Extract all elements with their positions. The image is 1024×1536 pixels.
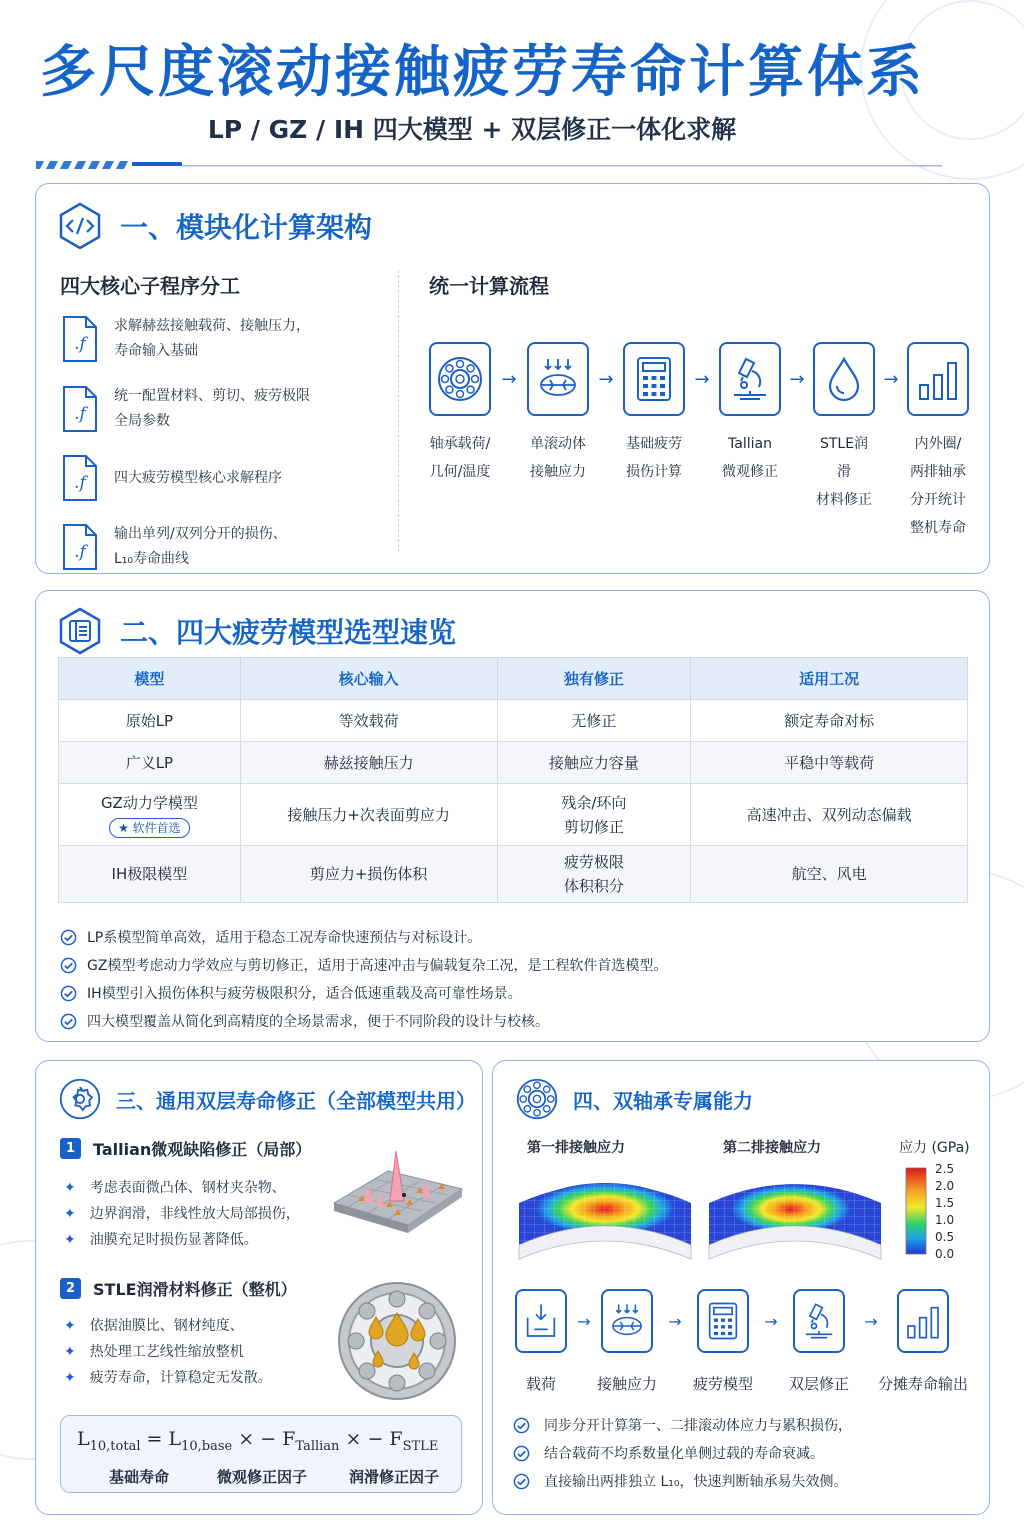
calculation-flow <box>429 342 969 542</box>
formula-subscript: STLE <box>402 1438 439 1454</box>
flow-step <box>719 342 781 486</box>
tallian-heading <box>60 1137 311 1160</box>
load-icon <box>521 1301 561 1341</box>
check-circle-icon <box>60 929 77 946</box>
input-cell: 接触压力+次表面剪应力 <box>240 784 497 846</box>
formula-subscript: 10,total <box>89 1438 141 1454</box>
module-text: 输出单列/双列分开的损伤、 <box>114 526 287 542</box>
bullet-item <box>64 1201 300 1227</box>
code-hexagon-icon <box>56 202 104 250</box>
colorbar-tick: 0.0 <box>935 1247 955 1261</box>
page-subtitle: LP / GZ / IH 四大模型 + 双层修正一体化求解 <box>207 115 737 144</box>
function-file-icon <box>60 454 100 502</box>
microscope-icon <box>799 1301 839 1341</box>
arrow-right-icon: → <box>694 368 710 390</box>
flow-step <box>597 1289 658 1394</box>
arrow-right-icon: → <box>764 1311 778 1331</box>
note-item <box>60 979 667 1007</box>
model-name: GZ动力学模型 <box>100 793 198 812</box>
bullet-item <box>64 1365 272 1391</box>
note-text: 结合载荷不均系数量化单侧过载的寿命衰减。 <box>544 1446 824 1462</box>
formula-operator: = <box>146 1428 163 1450</box>
note-text: LP系模型简单高效，适用于稳态工况寿命快速预估与对标设计。 <box>87 930 482 946</box>
list-hexagon-icon <box>56 607 104 655</box>
tallian-bullets <box>64 1175 300 1253</box>
arrow-right-icon: → <box>668 1311 682 1331</box>
oil-drop-icon <box>820 355 868 403</box>
sparkle-icon: ✦ <box>64 1318 76 1334</box>
flow-label: 内外圈/ <box>914 436 962 452</box>
bar-chart-icon <box>903 1301 943 1341</box>
column-header: 独有修正 <box>497 658 691 700</box>
note-item <box>60 923 667 951</box>
formula-label: 基础寿命 <box>109 1468 170 1486</box>
column-header: 模型 <box>59 658 241 700</box>
flow-step <box>527 342 589 486</box>
note-item <box>60 1007 667 1035</box>
flow-step <box>693 1289 754 1394</box>
module-item <box>60 454 390 502</box>
formula-term: L <box>77 1428 90 1450</box>
column-divider <box>398 270 399 552</box>
correction-cell <box>497 846 691 903</box>
formula-term: F <box>282 1428 296 1450</box>
input-cell: 赫兹接触压力 <box>240 742 497 784</box>
stress-colorbar <box>905 1167 927 1255</box>
bullet-item <box>64 1175 300 1201</box>
check-circle-icon <box>513 1445 530 1462</box>
bullet-item <box>64 1227 300 1253</box>
flow-label: 单滚动体 <box>530 436 586 452</box>
section-title: 三、通用双层寿命修正（全部模型共用） <box>116 1088 476 1113</box>
correction-line: 疲劳极限 <box>563 853 624 871</box>
stle-heading <box>60 1277 297 1300</box>
bearing-icon <box>513 1075 561 1123</box>
bullet-item <box>64 1313 272 1339</box>
bearing-icon <box>436 355 484 403</box>
roller-load-icon <box>607 1301 647 1341</box>
flow-step <box>429 342 491 486</box>
flow-label: 基础疲劳 <box>626 436 682 452</box>
model-table <box>58 657 968 903</box>
module-text: 全局参数 <box>114 413 170 429</box>
formula-subscript: Tallian <box>295 1438 340 1454</box>
note-item <box>513 1467 852 1495</box>
sparkle-icon: ✦ <box>64 1206 76 1222</box>
note-text: 直接输出两排独立 L₁₀，快速判断轴承易失效侧。 <box>544 1474 848 1490</box>
heatmap-title: 第二排接触应力 <box>723 1140 821 1156</box>
flow-label: 接触应力 <box>530 464 586 480</box>
bullet-text: 考虑表面微凸体、钢材夹杂物、 <box>89 1180 286 1196</box>
module-text: 寿命输入基础 <box>114 343 198 359</box>
correction-cell: 接触应力容量 <box>497 742 691 784</box>
note-text: IH模型引入损伤体积与疲劳极限积分，适合低速重载及高可靠性场景。 <box>87 986 522 1002</box>
bullet-text: 依据油膜比、钢材纯度、 <box>89 1318 244 1334</box>
correction-line: 体积积分 <box>563 877 624 895</box>
gear-icon <box>56 1075 104 1123</box>
note-text: 四大模型覆盖从简化到高精度的全场景需求，便于不同阶段的设计与校核。 <box>87 1014 549 1030</box>
correction-cell: 无修正 <box>497 700 691 742</box>
arrow-right-icon: → <box>577 1311 591 1331</box>
stle-bullets <box>64 1313 272 1391</box>
colorbar-tick: 2.0 <box>935 1179 955 1193</box>
second-row-stress-heatmap <box>705 1169 885 1269</box>
flow-label: 两排轴承 <box>910 464 966 480</box>
calculator-icon <box>630 355 678 403</box>
correction-line: 残余/环向 <box>561 793 627 812</box>
roller-load-icon <box>534 355 582 403</box>
bullet-text: 油膜充足时损伤显著降低。 <box>89 1232 258 1248</box>
step-number: 2 <box>60 1278 81 1299</box>
bullet-item <box>64 1339 272 1365</box>
arrow-right-icon: → <box>883 368 899 390</box>
formula-operator: × − <box>345 1428 384 1450</box>
flow-label: 分开统计 <box>910 492 966 508</box>
module-item <box>60 384 390 434</box>
section-modular-architecture <box>35 183 990 574</box>
flow-label: 分摊寿命输出 <box>878 1375 969 1393</box>
condition-cell: 航空、风电 <box>691 846 968 903</box>
sparkle-icon: ✦ <box>64 1180 76 1196</box>
preferred-badge: ★ 软件首选 <box>109 818 190 838</box>
flow-step <box>789 1289 850 1394</box>
model-cell <box>59 784 241 846</box>
module-item <box>60 522 390 572</box>
formula-label: 润滑修正因子 <box>349 1468 440 1486</box>
double-bearing-flow <box>515 1289 969 1394</box>
page-title: 多尺度滚动接触疲劳寿命计算体系 <box>40 40 925 105</box>
formula-label: 微观修正因子 <box>217 1468 308 1486</box>
bar-chart-icon <box>914 355 962 403</box>
model-cell: 原始LP <box>59 700 241 742</box>
module-text: L₁₀寿命曲线 <box>114 551 190 567</box>
surface-asperity-illustration <box>328 1145 468 1245</box>
input-cell: 等效载荷 <box>240 700 497 742</box>
arrow-right-icon: → <box>864 1311 878 1331</box>
bullet-text: 疲劳寿命，计算稳定无发散。 <box>89 1370 272 1386</box>
flow-label: Tallian <box>728 436 772 452</box>
flow-label: 双层修正 <box>789 1375 850 1393</box>
heatmap-title: 第一排接触应力 <box>527 1140 625 1156</box>
colorbar-tick: 2.5 <box>935 1162 955 1176</box>
section-model-selection <box>35 590 990 1042</box>
model-notes <box>60 923 667 1035</box>
subprogram-heading: 四大核心子程序分工 <box>60 274 240 298</box>
colorbar-tick: 1.0 <box>935 1213 955 1227</box>
table-row <box>59 846 968 903</box>
colorbar-tick: 0.5 <box>935 1230 955 1244</box>
correction-title: Tallian微观缺陷修正（局部） <box>93 1140 312 1159</box>
section-title: 四、双轴承专属能力 <box>573 1088 753 1113</box>
check-circle-icon <box>513 1417 530 1434</box>
bullet-text: 边界润滑，非线性放大局部损伤， <box>89 1206 300 1222</box>
arrow-right-icon: → <box>789 368 805 390</box>
model-cell: IH极限模型 <box>59 846 241 903</box>
life-formula <box>60 1415 462 1493</box>
model-cell: 广义LP <box>59 742 241 784</box>
input-cell: 剪应力+损伤体积 <box>240 846 497 903</box>
section-title: 一、模块化计算架构 <box>120 211 373 244</box>
module-item <box>60 314 390 364</box>
flow-label: 微观修正 <box>722 464 778 480</box>
flow-step <box>515 1289 567 1394</box>
module-text: 求解赫兹接触载荷、接触压力， <box>114 318 310 334</box>
formula-term: L <box>168 1428 182 1450</box>
note-item <box>513 1439 852 1467</box>
flow-step <box>878 1289 969 1394</box>
condition-cell: 高速冲击、双列动态偏载 <box>691 784 968 846</box>
note-item <box>60 951 667 979</box>
function-file-icon <box>60 315 100 363</box>
table-row <box>59 784 968 846</box>
check-circle-icon <box>60 985 77 1002</box>
colorbar-title: 应力 (GPa) <box>899 1140 970 1156</box>
formula-subscript: 10,base <box>181 1438 233 1454</box>
correction-cell <box>497 784 691 846</box>
sparkle-icon: ✦ <box>64 1370 76 1386</box>
condition-cell: 平稳中等载荷 <box>691 742 968 784</box>
first-row-stress-heatmap <box>515 1169 695 1269</box>
formula-term: F <box>389 1428 403 1450</box>
arrow-right-icon: → <box>501 368 517 390</box>
flow-label: 接触应力 <box>597 1375 658 1393</box>
lubricated-bearing-illustration <box>332 1279 462 1403</box>
table-header-row <box>59 658 968 700</box>
flow-heading: 统一计算流程 <box>429 274 549 298</box>
flow-step <box>813 342 875 514</box>
module-text: 四大疲劳模型核心求解程序 <box>114 469 282 486</box>
column-header: 核心输入 <box>240 658 497 700</box>
section-double-bearing <box>492 1060 990 1515</box>
step-number: 1 <box>60 1138 81 1159</box>
module-text: 统一配置材料、剪切、疲劳极限 <box>114 388 310 404</box>
section-double-correction <box>35 1060 483 1515</box>
note-text: GZ模型考虑动力学效应与剪切修正，适用于高速冲击与偏载复杂工况，是工程软件首选模型。 <box>87 958 668 974</box>
column-header: 适用工况 <box>691 658 968 700</box>
note-text: 同步分开计算第一、二排滚动体应力与累积损伤， <box>544 1418 852 1434</box>
sparkle-icon: ✦ <box>64 1344 76 1360</box>
flow-label: 载荷 <box>525 1375 556 1393</box>
calculator-icon <box>703 1301 743 1341</box>
correction-line: 剪切修正 <box>563 817 624 836</box>
check-circle-icon <box>513 1473 530 1490</box>
sparkle-icon: ✦ <box>64 1232 76 1248</box>
flow-label: 整机寿命 <box>910 520 966 536</box>
flow-label: 几何/温度 <box>429 464 491 480</box>
condition-cell: 额定寿命对标 <box>691 700 968 742</box>
module-list <box>60 314 390 592</box>
table-row <box>59 700 968 742</box>
formula-operator: × − <box>238 1428 277 1450</box>
flow-step <box>623 342 685 486</box>
arrow-right-icon: → <box>598 368 614 390</box>
microscope-icon <box>726 355 774 403</box>
double-bearing-notes <box>513 1411 852 1495</box>
check-circle-icon <box>60 957 77 974</box>
note-item <box>513 1411 852 1439</box>
flow-label: STLE润滑 <box>819 436 869 480</box>
function-file-icon <box>60 523 100 571</box>
flow-label: 损伤计算 <box>626 464 682 480</box>
flow-label: 材料修正 <box>816 492 872 508</box>
correction-title: STLE润滑材料修正（整机） <box>93 1280 297 1299</box>
flow-label: 疲劳模型 <box>693 1375 754 1393</box>
flow-label: 轴承载荷/ <box>429 436 491 452</box>
function-file-icon <box>60 385 100 433</box>
flow-step <box>907 342 969 542</box>
section-title: 二、四大疲劳模型选型速览 <box>120 616 457 649</box>
check-circle-icon <box>60 1013 77 1030</box>
formula-expression <box>77 1428 438 1454</box>
table-row <box>59 742 968 784</box>
bullet-text: 热处理工艺线性缩放整机 <box>89 1344 244 1360</box>
title-stripe-decoration <box>36 157 988 175</box>
colorbar-tick: 1.5 <box>935 1196 955 1210</box>
